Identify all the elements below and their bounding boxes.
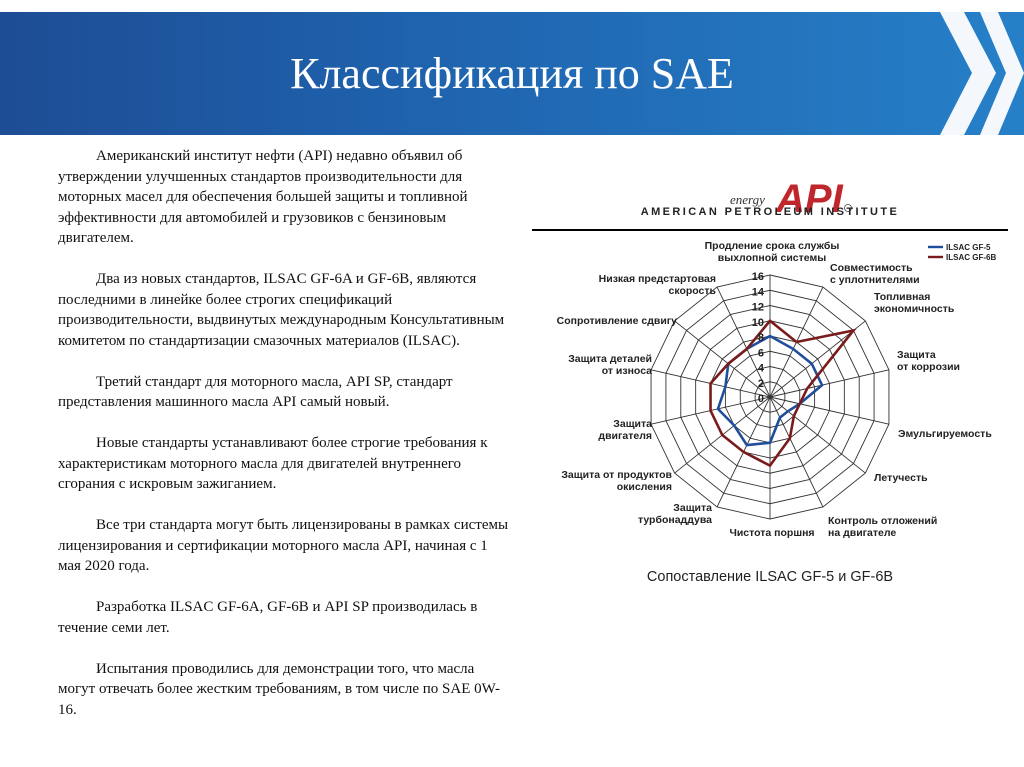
paragraph: Разработка ILSAC GF-6A, GF-6B и API SP производилась в течение семи лет. [58,599,478,636]
radar-axis-label: Защита двигателя [598,418,652,442]
legend-label: ILSAC GF-5 [946,243,991,252]
radar-axis-label: Топливная экономичность [874,291,955,315]
figure-caption: Сопоставление ILSAC GF-5 и GF-6B [646,569,894,585]
radar-axis-label: Защита от продуктов окисления [561,469,672,493]
radar-axis-label: Защита деталей от износа [568,353,652,377]
radar-tick-label: 16 [751,271,764,283]
radar-axis-label: Совместимость с уплотнителями [830,262,920,286]
radar-axis-label: Сопротивление сдвигу [556,315,677,327]
radar-tick-label: 0 [757,393,764,405]
radar-chart [522,148,1018,568]
api-logo-text: API [776,177,843,221]
paragraph: Испытания проводились для демонстрации того, что масла могут отвечать более жестким требованиям, в том числе по SAE 0W-16. [58,660,500,718]
radar-tick-label: 4 [757,362,764,375]
paragraph: Новые стандарты устанавливают более строгие требования к характеристикам моторного масла для двигателей внутреннего сгорания с искровым зажиганием. [58,435,488,492]
legend-label: ILSAC GF-6B [946,253,997,262]
radar-tick-label: 10 [751,316,764,329]
paragraph: Американский институт нефти (API) недавно объявил об утверждении улучшенных стандартов производительности для моторных масел для обеспечения большей защиты и топливной эффективности для автомобилей и грузовиков с бензиновым двигателем. [58,148,468,246]
body-text [58,146,513,741]
radar-axis-label: Продление срока службы выхлопной системы [704,240,840,264]
api-logo-small-text: energy [730,192,765,207]
radar-axis-label: Низкая предстартовая скорость [598,273,716,297]
api-figure [522,148,1018,598]
paragraph: Два из новых стандартов, ILSAC GF-6A и GF-6B, являются последними в линейке более строгих спецификаций производительности, выдвинутых международным Консультативным комитетом по стандартизации смазочных материалов (ILSAC). [58,271,505,349]
radar-tick-label: 14 [751,286,764,299]
radar-tick-label: 2 [757,377,764,390]
radar-axis-label: Защита турбонаддува [637,502,712,526]
radar-axis-label: Летучесть [874,472,928,484]
radar-tick-label: 12 [751,301,764,314]
slide-title: Классификация по SAE [290,49,734,98]
radar-axis-label: Контроль отложений на двигателе [828,515,938,539]
api-institute-name: AMERICAN PETROLEUM INSTITUTE [640,206,900,218]
radar-tick-label: 6 [757,347,764,360]
paragraph: Третий стандарт для моторного масла, API SP, стандарт представления машинного масла API самый новый. [58,373,453,410]
paragraph: Все три стандарта могут быть лицензированы в рамках системы лицензирования и сертификации моторного масла API, начиная с 1 мая 2020 года. [58,517,509,574]
radar-axis-label: Защита от коррозии [897,349,960,373]
radar-tick-label: 8 [757,332,764,344]
radar-axis-label: Эмульгируемость [898,428,992,440]
title-banner [0,12,1024,135]
radar-axis-label: Чистота поршня [729,527,815,539]
